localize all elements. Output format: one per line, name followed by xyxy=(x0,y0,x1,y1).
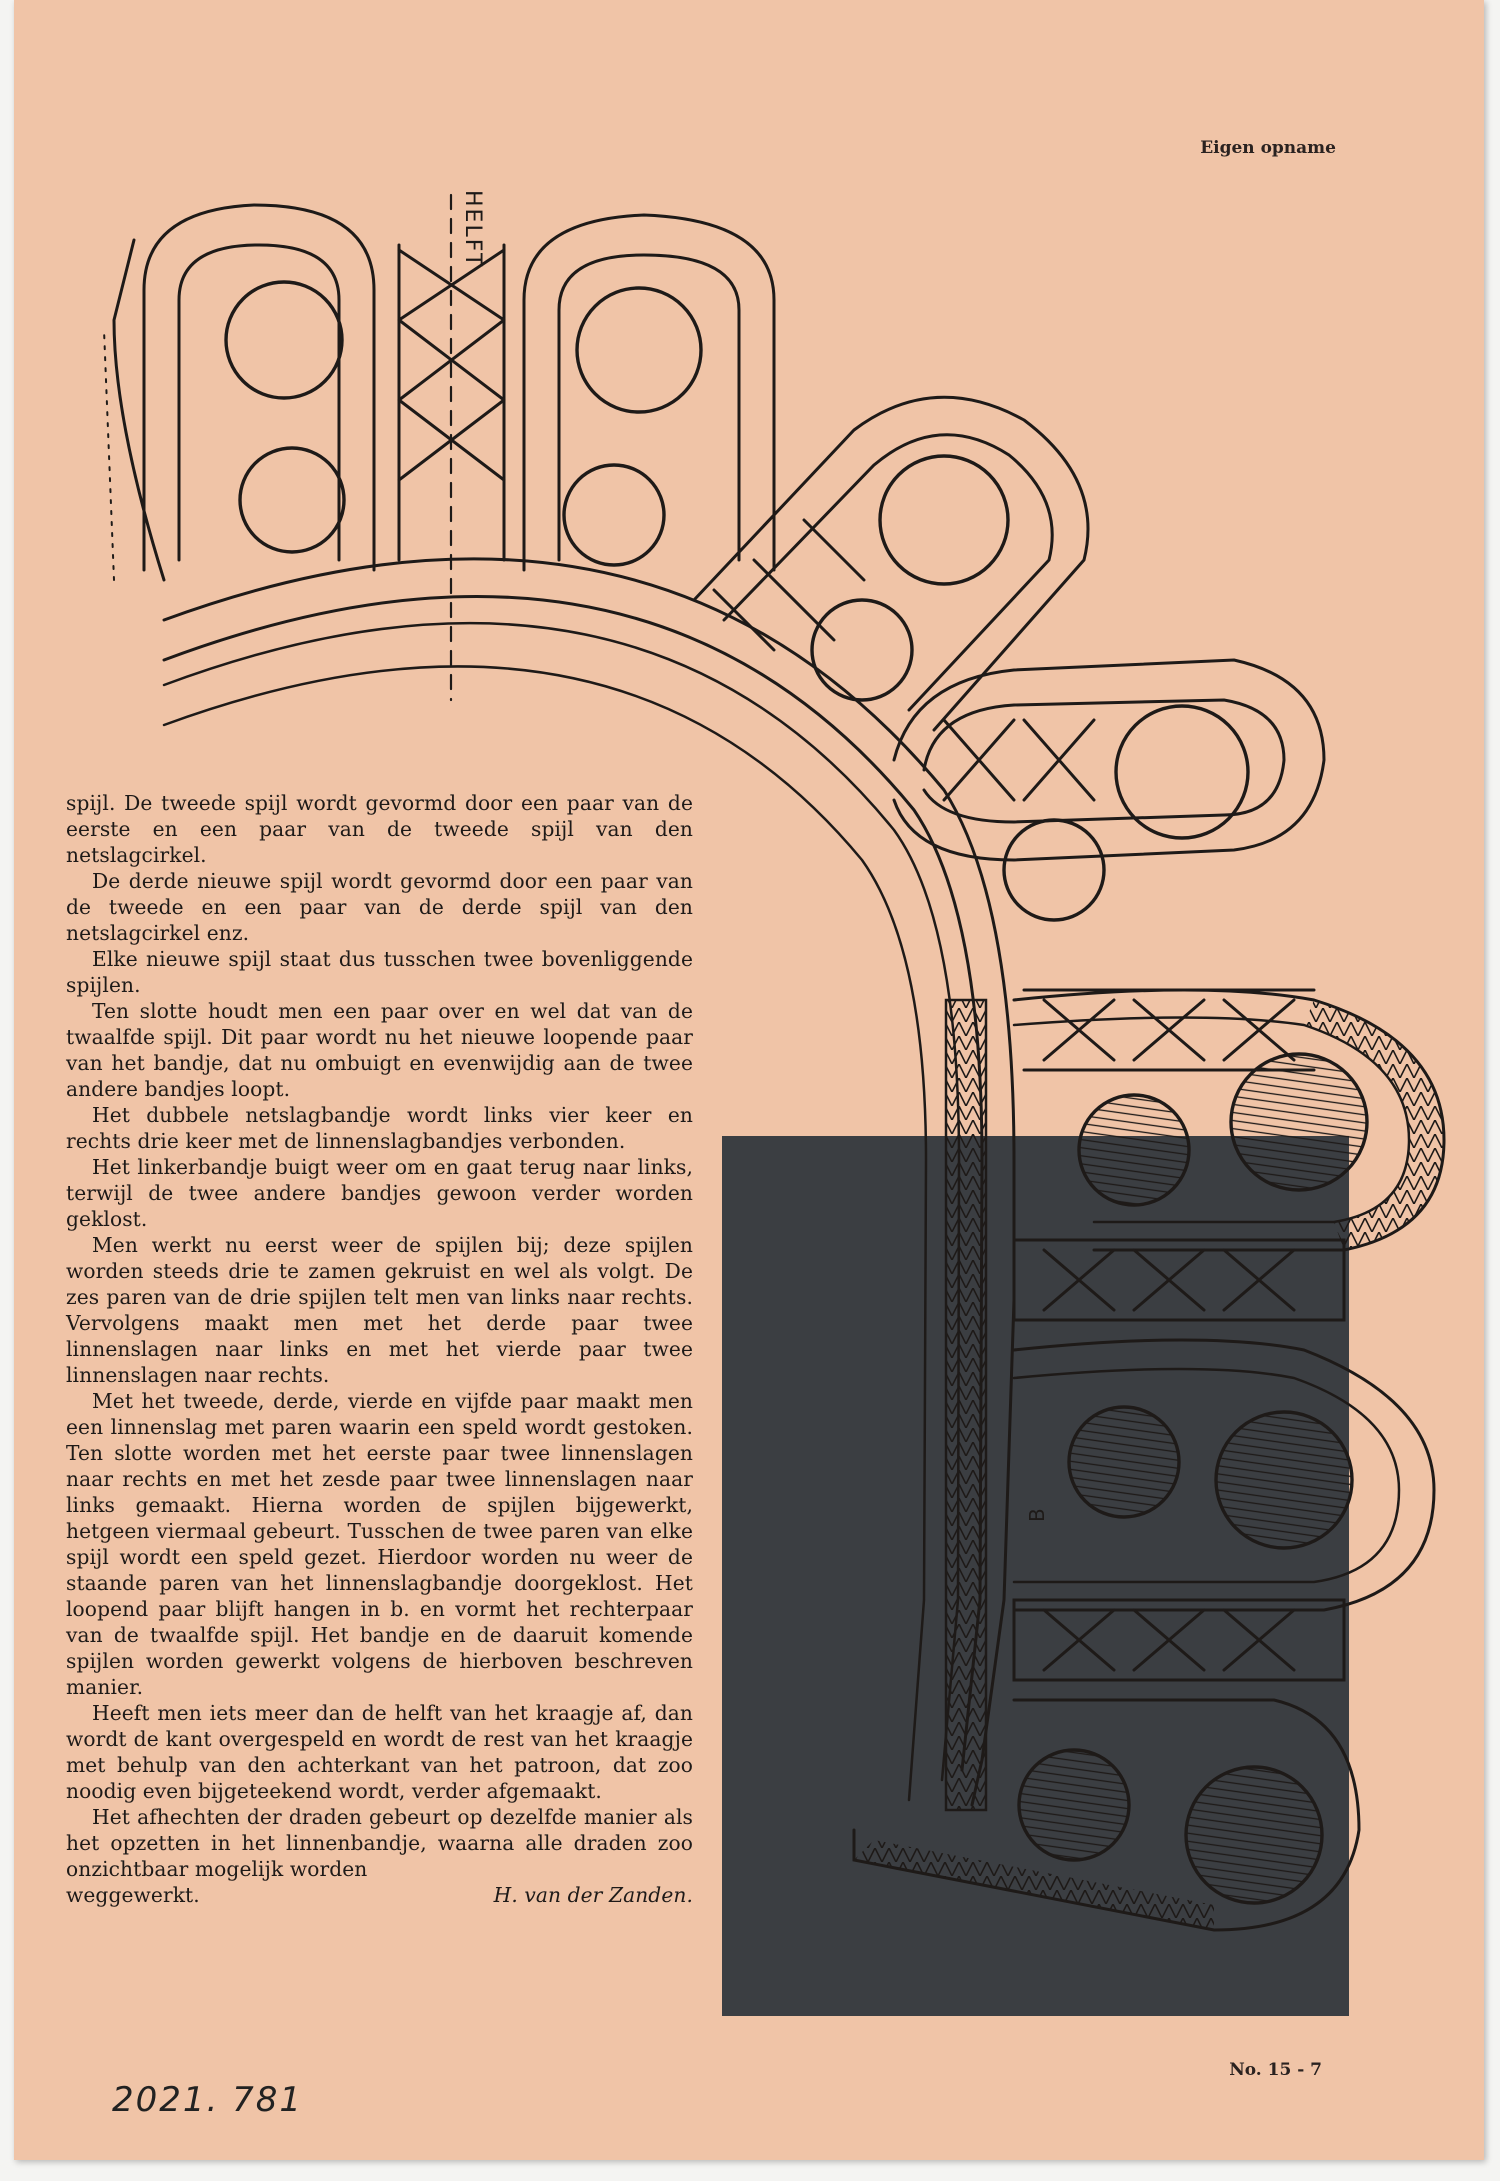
paragraph: Men werkt nu eerst weer de spijlen bij; deze spijlen worden steeds drie te zamen gekruist en wel als volgt. De zes paren van de drie spijlen telt men van links naar rechts. Vervolgens maakt men met het derde paar twee linnenslagen naar links en met het vierde paar twee linnenslagen naar rechts. xyxy=(66,1233,693,1387)
helft-label: HELFT xyxy=(460,190,485,269)
closing-last-line: weggewerkt. xyxy=(66,1883,200,1907)
closing-line xyxy=(66,1882,693,1908)
paragraph: De derde nieuwe spijl wordt gevormd door een paar van de tweede en een paar van de derde spijl van den netslagcirkel enz. xyxy=(66,869,693,945)
author-signature: H. van der Zanden. xyxy=(493,1883,693,1907)
paragraph: Heeft men iets meer dan de helft van het kraagje af, dan wordt de kant overgespeld en wordt de rest van het kraagje met behulp van den achterkant van het patroon, dat zoo noodig even bijgeteekend wordt, verder afgemaakt. xyxy=(66,1701,693,1803)
paragraph: Het dubbele netslagbandje wordt links vier keer en rechts drie keer met de linnenslagbandjes verbonden. xyxy=(66,1103,693,1153)
article-body xyxy=(66,790,693,1908)
paragraph: Elke nieuwe spijl staat dus tusschen twee bovenliggende spijlen. xyxy=(66,947,693,997)
paragraph: Het linkerbandje buigt weer om en gaat terug naar links, terwijl de twee andere bandjes gewoon verder worden geklost. xyxy=(66,1155,693,1231)
paragraph: spijl. De tweede spijl wordt gevormd door een paar van de eerste en een paar van de tweede spijl van den netslagcirkel. xyxy=(66,791,693,867)
b-label: B xyxy=(1025,1508,1049,1522)
paragraph: Met het tweede, derde, vierde en vijfde paar maakt men een linnenslag met paren waarin een speld wordt gestoken. Ten slotte worden met het eerste paar twee linnenslagen naar rechts en met het zesde paar twee linnenslagen naar links gemaakt. Hierna worden de spijlen bijgewerkt, hetgeen viermaal gebeurt. Tusschen de twee paren van elke spijl wordt een speld gezet. Hierdoor worden nu weer de staande paren van het linnenslagbandje doorgeklost. Het loopend paar blijft hangen in b. en vormt het rechterpaar van de twaalfde spijl. Het bandje en de daaruit komende spijlen worden gewerkt volgens de hierboven beschreven manier. xyxy=(66,1389,693,1699)
photo-credit: Eigen opname xyxy=(1200,138,1336,158)
inventory-number: 2021. 781 xyxy=(112,2080,304,2120)
document-page xyxy=(14,0,1484,2160)
closing-paragraph: Het afhechten der draden gebeurt op dezelfde manier als het opzetten in het linnenbandje, waarna alle draden zoo onzichtbaar mogelijk worden xyxy=(66,1805,693,1881)
page-number: No. 15 - 7 xyxy=(1229,2060,1322,2080)
paragraph: Ten slotte houdt men een paar over en wel dat van de twaalfde spijl. Dit paar wordt nu het nieuwe loopende paar van het bandje, dat nu ombuigt en evenwijdig aan de twee andere bandjes loopt. xyxy=(66,999,693,1101)
